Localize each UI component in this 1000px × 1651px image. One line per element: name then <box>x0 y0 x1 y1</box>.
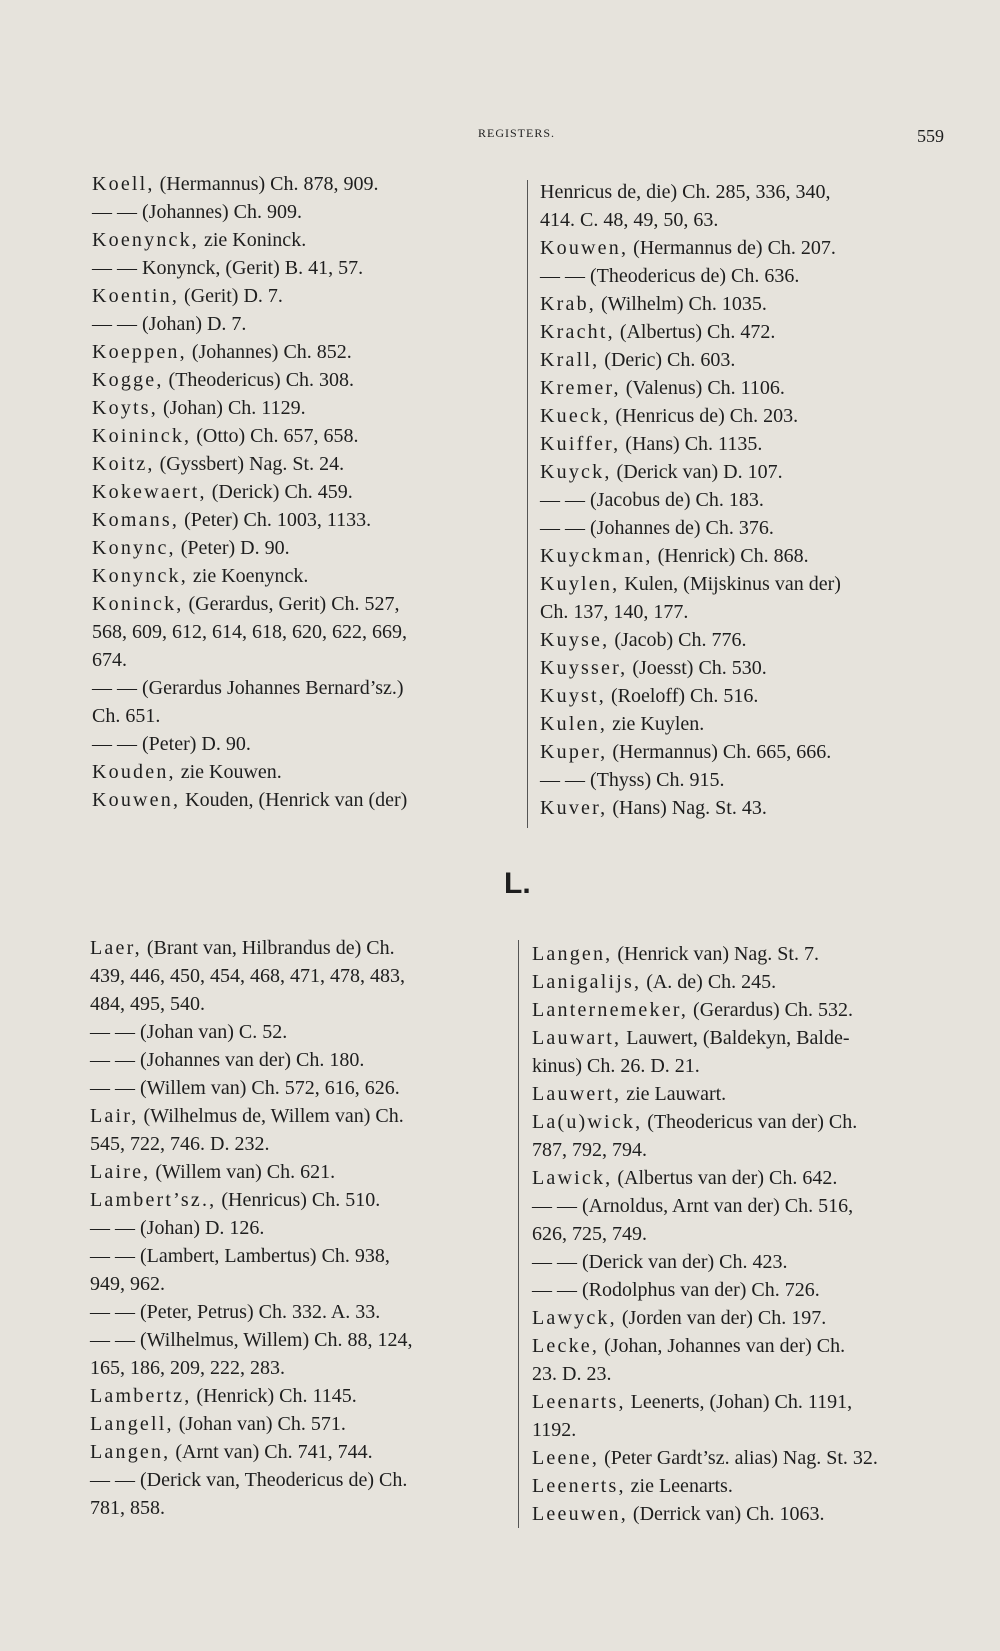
entry-text: zie Lauwart. <box>621 1083 727 1105</box>
index-entry <box>90 1046 500 1074</box>
entry-headword: Koyts, <box>92 397 158 419</box>
entry-headword: Koeppen, <box>92 341 187 363</box>
index-entry <box>90 1410 500 1438</box>
entry-continuation: kinus) Ch. 26. D. 21. <box>532 1055 700 1077</box>
index-entry <box>90 1158 500 1186</box>
entry-text: (Derrick van) Ch. 1063. <box>627 1503 825 1525</box>
index-entry <box>540 402 950 430</box>
index-entry <box>540 738 950 766</box>
index-entry <box>92 758 502 786</box>
index-entry <box>92 786 502 814</box>
entry-text: (Hermannus de) Ch. 207. <box>628 237 836 259</box>
entry-text: — — (Derick van, Theodericus de) Ch. <box>90 1469 408 1491</box>
entry-text: — — (Gerardus Johannes Bernard’sz.) <box>92 677 404 699</box>
entry-headword: Leenarts, <box>532 1391 626 1413</box>
index-entry <box>92 310 502 338</box>
entry-text: (Derick) Ch. 459. <box>206 481 353 503</box>
index-entry <box>540 710 950 738</box>
index-entry <box>92 198 502 226</box>
entry-text: (Joesst) Ch. 530. <box>627 657 767 679</box>
entry-text: Kouden, (Henrick van (der) <box>180 789 408 811</box>
index-entry <box>532 1304 942 1332</box>
index-entry <box>540 486 950 514</box>
index-entry <box>540 262 950 290</box>
entry-headword: Lambertz, <box>90 1385 192 1407</box>
index-entry <box>92 366 502 394</box>
entry-headword: Laer, <box>90 937 142 959</box>
index-entry <box>540 318 950 346</box>
index-entry <box>532 1388 942 1444</box>
entry-continuation: Ch. 137, 140, 177. <box>540 601 689 623</box>
entry-headword: Lair, <box>90 1105 139 1127</box>
entry-text: (Henrick) Ch. 1145. <box>191 1385 357 1407</box>
entry-headword: Leene, <box>532 1447 600 1469</box>
entry-text: (Derick van) D. 107. <box>611 461 783 483</box>
entry-text: (Arnt van) Ch. 741, 744. <box>170 1441 373 1463</box>
entry-headword: Kuyck, <box>540 461 612 483</box>
entry-text: (Henrick van) Nag. St. 7. <box>612 943 819 965</box>
entry-headword: Lauwert, <box>532 1083 622 1105</box>
entry-text: (Peter) D. 90. <box>175 537 290 559</box>
index-entry <box>90 934 500 1018</box>
column-divider <box>518 940 519 1528</box>
index-entry <box>540 178 950 234</box>
entry-continuation: 787, 792, 794. <box>532 1139 647 1161</box>
entry-headword: Koitz, <box>92 453 155 475</box>
entry-headword: Lecke, <box>532 1335 600 1357</box>
entry-headword: Langell, <box>90 1413 174 1435</box>
entry-text: — — (Peter) D. 90. <box>92 733 251 755</box>
entry-headword: Kracht, <box>540 321 615 343</box>
index-entry <box>90 1326 500 1382</box>
page-number: 559 <box>917 126 944 146</box>
index-column-1 <box>92 170 502 814</box>
entry-text: (Henricus) Ch. 510. <box>216 1189 381 1211</box>
entry-headword: Krab, <box>540 293 596 315</box>
entry-headword: Kueck, <box>540 405 611 427</box>
index-entry <box>532 1444 942 1472</box>
section-letter: L. <box>504 867 531 900</box>
entry-text: (Hans) Ch. 1135. <box>620 433 763 455</box>
entry-headword: Krall, <box>540 349 600 371</box>
entry-text: (Albertus) Ch. 472. <box>614 321 776 343</box>
entry-text: (Gerit) D. 7. <box>179 285 283 307</box>
index-entry <box>532 1276 942 1304</box>
entry-text: (Johannes) Ch. 852. <box>186 341 352 363</box>
entry-text: — — (Arnoldus, Arnt van der) Ch. 516, <box>532 1195 854 1217</box>
entry-continuation: 439, 446, 450, 454, 468, 471, 478, 483, <box>90 965 405 987</box>
entry-headword: Lanigalijs, <box>532 971 642 993</box>
index-entry <box>540 766 950 794</box>
index-entry <box>92 226 502 254</box>
index-entry <box>92 674 502 730</box>
index-entry <box>90 1074 500 1102</box>
index-entry <box>532 1164 942 1192</box>
entry-text: (Jorden van der) Ch. 197. <box>616 1307 827 1329</box>
entry-headword: Lambert’sz., <box>90 1189 217 1211</box>
index-entry <box>540 458 950 486</box>
entry-text: — — (Johan) D. 126. <box>90 1217 265 1239</box>
index-entry <box>540 654 950 682</box>
index-entry <box>540 682 950 710</box>
entry-headword: Kuiffer, <box>540 433 621 455</box>
entry-text: (Deric) Ch. 603. <box>599 349 736 371</box>
entry-text: — — (Johannes de) Ch. 376. <box>540 517 774 539</box>
entry-headword: Kokewaert, <box>92 481 207 503</box>
running-head: REGISTERS. <box>478 126 556 140</box>
entry-text: zie Koninck. <box>199 229 307 251</box>
index-entry <box>92 506 502 534</box>
entry-continuation: 414. C. 48, 49, 50, 63. <box>540 209 719 231</box>
entry-headword: Kuyse, <box>540 629 610 651</box>
index-entry <box>92 394 502 422</box>
entry-text: Leenerts, (Johan) Ch. 1191, <box>625 1391 853 1413</box>
entry-text: — — (Johannes) Ch. 909. <box>92 201 302 223</box>
entry-text: — — (Derick van der) Ch. 423. <box>532 1251 788 1273</box>
index-entry <box>90 1242 500 1298</box>
index-entry <box>90 1438 500 1466</box>
entry-text: (Henricus de) Ch. 203. <box>610 405 799 427</box>
entry-text: — — (Willem van) Ch. 572, 616, 626. <box>90 1077 400 1099</box>
entry-text: Kulen, (Mijskinus van der) <box>619 573 841 595</box>
entry-text: (Gerardus, Gerit) Ch. 527, <box>183 593 400 615</box>
column-divider <box>527 180 528 828</box>
entry-text: — — Konynck, (Gerit) B. 41, 57. <box>92 257 364 279</box>
entry-text: — — (Johan van) C. 52. <box>90 1021 288 1043</box>
entry-text: (Wilhelmus de, Willem van) Ch. <box>138 1105 404 1127</box>
index-entry <box>92 590 502 674</box>
index-entry <box>92 422 502 450</box>
entry-text: (Johan, Johannes van der) Ch. <box>599 1335 846 1357</box>
entry-text: — — (Thyss) Ch. 915. <box>540 769 725 791</box>
entry-text: (Albertus van der) Ch. 642. <box>612 1167 838 1189</box>
entry-text: zie Kouwen. <box>175 761 282 783</box>
entry-headword: Kouwen, <box>540 237 629 259</box>
entry-text: — — (Lambert, Lambertus) Ch. 938, <box>90 1245 390 1267</box>
entry-headword: Konync, <box>92 537 176 559</box>
index-entry <box>540 290 950 318</box>
entry-headword: Langen, <box>532 943 613 965</box>
entry-text: — — (Johan) D. 7. <box>92 313 247 335</box>
index-entry <box>90 1214 500 1242</box>
index-entry <box>532 1108 942 1164</box>
entry-text: (Peter) Ch. 1003, 1133. <box>179 509 372 531</box>
entry-text: (Henrick) Ch. 868. <box>652 545 809 567</box>
index-entry <box>532 1472 942 1500</box>
index-entry <box>92 450 502 478</box>
index-entry <box>540 570 950 626</box>
entry-text: Lauwert, (Baldekyn, Balde- <box>621 1027 850 1049</box>
entry-headword: Koenynck, <box>92 229 199 251</box>
entry-continuation: 484, 495, 540. <box>90 993 205 1015</box>
entry-headword: Leenerts, <box>532 1475 626 1497</box>
index-entry <box>90 1466 500 1522</box>
index-entry <box>532 1500 942 1528</box>
entry-headword: Koninck, <box>92 593 184 615</box>
entry-headword: Koininck, <box>92 425 192 447</box>
entry-headword: Komans, <box>92 509 180 531</box>
entry-text: (Otto) Ch. 657, 658. <box>191 425 359 447</box>
entry-continuation: 23. D. 23. <box>532 1363 612 1385</box>
entry-headword: Langen, <box>90 1441 171 1463</box>
index-entry <box>90 1018 500 1046</box>
entry-headword: Kuper, <box>540 741 608 763</box>
index-entry <box>92 170 502 198</box>
entry-text: Henricus de, die) Ch. 285, 336, 340, <box>540 181 831 203</box>
index-entry <box>540 542 950 570</box>
index-entry <box>532 940 942 968</box>
entry-headword: Kuylen, <box>540 573 620 595</box>
entry-text: zie Leenarts. <box>625 1475 733 1497</box>
entry-headword: Konynck, <box>92 565 188 587</box>
index-entry <box>540 626 950 654</box>
index-entry <box>90 1298 500 1326</box>
entry-headword: Lanternemeker, <box>532 999 689 1021</box>
entry-text: (Gyssbert) Nag. St. 24. <box>154 453 345 475</box>
entry-text: (Johan van) Ch. 571. <box>173 1413 346 1435</box>
entry-headword: Laire, <box>90 1161 151 1183</box>
index-entry <box>92 254 502 282</box>
index-entry <box>90 1102 500 1158</box>
entry-text: — — (Theodericus de) Ch. 636. <box>540 265 800 287</box>
entry-text: (Brant van, Hilbrandus de) Ch. <box>141 937 395 959</box>
entry-headword: Kuver, <box>540 797 608 819</box>
entry-continuation: 949, 962. <box>90 1273 165 1295</box>
entry-continuation: 165, 186, 209, 222, 283. <box>90 1357 285 1379</box>
entry-continuation: 674. <box>92 649 127 671</box>
entry-text: (Hans) Nag. St. 43. <box>607 797 767 819</box>
index-entry <box>532 1080 942 1108</box>
entry-text: — — (Wilhelmus, Willem) Ch. 88, 124, <box>90 1329 413 1351</box>
index-entry <box>540 234 950 262</box>
entry-text: (Theodericus van der) Ch. <box>642 1111 858 1133</box>
entry-text: (Jacob) Ch. 776. <box>609 629 747 651</box>
entry-headword: Kremer, <box>540 377 621 399</box>
entry-text: (Theodericus) Ch. 308. <box>163 369 355 391</box>
entry-continuation: 1192. <box>532 1419 577 1441</box>
entry-headword: Lauwart, <box>532 1027 622 1049</box>
entry-text: — — (Rodolphus van der) Ch. 726. <box>532 1279 820 1301</box>
entry-text: (A. de) Ch. 245. <box>641 971 777 993</box>
entry-headword: La(u)wick, <box>532 1111 643 1133</box>
entry-text: (Gerardus) Ch. 532. <box>688 999 854 1021</box>
entry-headword: Kuyst, <box>540 685 606 707</box>
index-entry <box>532 996 942 1024</box>
entry-headword: Kouden, <box>92 761 176 783</box>
index-entry <box>532 1248 942 1276</box>
index-entry <box>540 514 950 542</box>
entry-continuation: Ch. 651. <box>92 705 161 727</box>
entry-headword: Kogge, <box>92 369 164 391</box>
index-entry <box>92 338 502 366</box>
entry-continuation: 781, 858. <box>90 1497 165 1519</box>
index-entry <box>540 374 950 402</box>
index-entry <box>532 968 942 996</box>
index-entry <box>92 478 502 506</box>
index-column-2 <box>540 178 950 822</box>
entry-text: (Johan) Ch. 1129. <box>157 397 306 419</box>
index-entry <box>540 794 950 822</box>
entry-text: (Hermannus) Ch. 878, 909. <box>154 173 379 195</box>
entry-text: — — (Peter, Petrus) Ch. 332. A. 33. <box>90 1301 381 1323</box>
index-entry <box>532 1332 942 1388</box>
entry-text: — — (Johannes van der) Ch. 180. <box>90 1049 365 1071</box>
index-entry <box>540 346 950 374</box>
entry-text: zie Kuylen. <box>607 713 705 735</box>
entry-headword: Lawick, <box>532 1167 613 1189</box>
entry-headword: Kuyckman, <box>540 545 653 567</box>
index-entry <box>532 1192 942 1248</box>
entry-headword: Koell, <box>92 173 155 195</box>
entry-headword: Kulen, <box>540 713 608 735</box>
entry-text: (Peter Gardt’sz. alias) Nag. St. 32. <box>599 1447 878 1469</box>
index-entry <box>92 282 502 310</box>
entry-text: (Willem van) Ch. 621. <box>150 1161 336 1183</box>
index-entry <box>90 1382 500 1410</box>
entry-headword: Koentin, <box>92 285 180 307</box>
index-entry <box>540 430 950 458</box>
entry-headword: Lawyck, <box>532 1307 617 1329</box>
index-entry <box>92 562 502 590</box>
index-column-3 <box>90 934 500 1522</box>
entry-headword: Kouwen, <box>92 789 181 811</box>
entry-continuation: 626, 725, 749. <box>532 1223 647 1245</box>
index-entry <box>90 1186 500 1214</box>
entry-continuation: 545, 722, 746. D. 232. <box>90 1133 270 1155</box>
index-column-4 <box>532 940 942 1528</box>
entry-continuation: 568, 609, 612, 614, 618, 620, 622, 669, <box>92 621 407 643</box>
index-entry <box>92 730 502 758</box>
entry-text: (Roeloff) Ch. 516. <box>605 685 759 707</box>
index-entry <box>532 1024 942 1080</box>
entry-headword: Leeuwen, <box>532 1503 628 1525</box>
entry-text: — — (Jacobus de) Ch. 183. <box>540 489 764 511</box>
entry-text: (Hermannus) Ch. 665, 666. <box>607 741 832 763</box>
entry-text: (Valenus) Ch. 1106. <box>620 377 785 399</box>
entry-headword: Kuysser, <box>540 657 628 679</box>
index-entry <box>92 534 502 562</box>
entry-text: zie Koenynck. <box>187 565 309 587</box>
entry-text: (Wilhelm) Ch. 1035. <box>595 293 767 315</box>
